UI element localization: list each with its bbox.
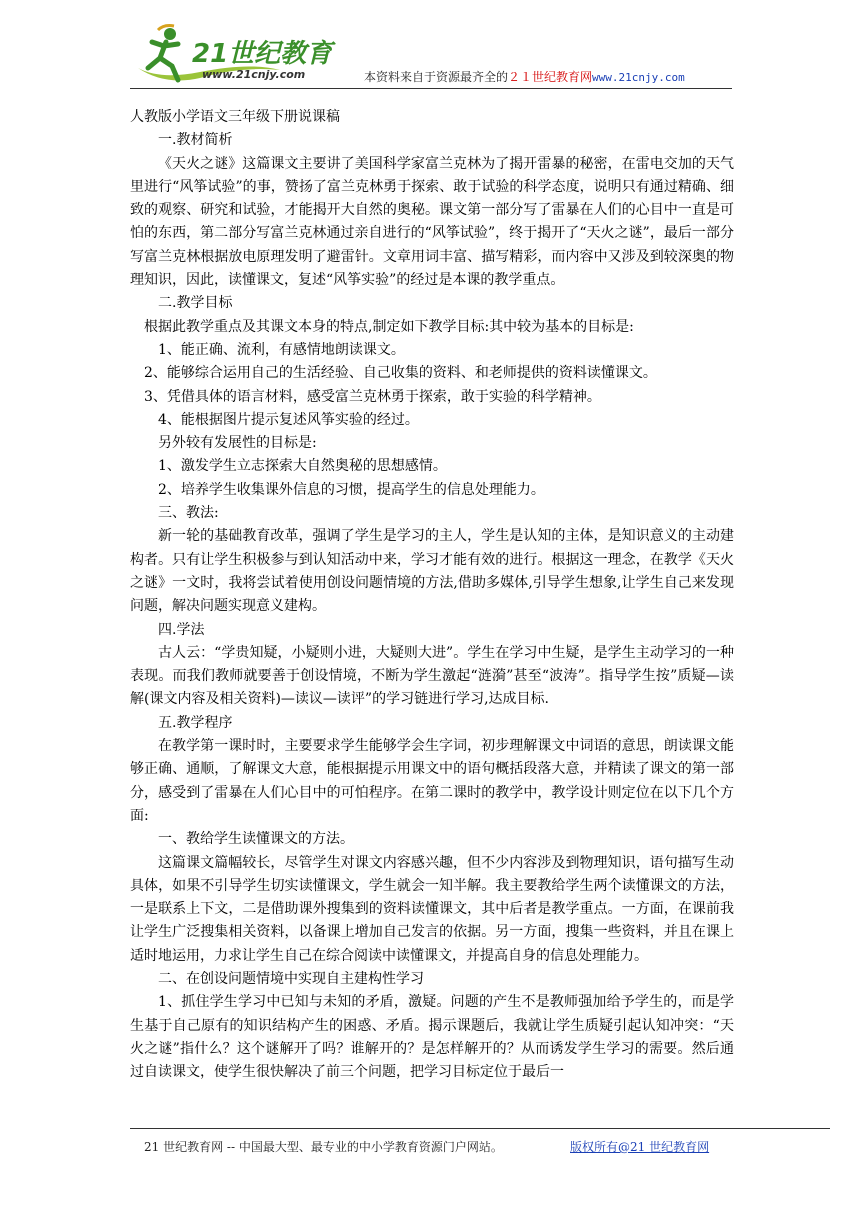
header-note-brand[interactable]: ２１世纪教育网 (508, 70, 593, 84)
paragraph: 这篇课文篇幅较长，尽管学生对课文内容感兴趣，但不少内容涉及到物理知识，语句描写生动具体，如果不引导学生切实读懂课文，学生就会一知半解。我主要教给学生两个读懂课文的方法，一是联系上下文，二是借助课外搜集到的资料读懂课文，其中后者是教学重点。一方面，在课前我让学生广泛搜集相关资料，以备课上增加自己发言的依据。另一方面，搜集一些资料，并且在课上适时地运用，力求让学生自己在综合阅读中读懂课文，并提高自身的信息处理能力。 (130, 854, 734, 964)
header-divider (130, 88, 732, 89)
section-heading: 三、教法: (158, 505, 219, 522)
svg-text:21世纪教育: 21世纪教育 (192, 39, 333, 69)
document-blocks (130, 129, 734, 1084)
list-item: 3、凭借具体的语言材料，感受富兰克林勇于探索，敢于实验的科学精神。 (144, 388, 601, 405)
site-logo (130, 22, 340, 88)
list-item: 另外较有发展性的目标是: (158, 435, 317, 452)
paragraph: 1、抓住学生学习中已知与未知的矛盾，激疑。问题的产生不是教师强加给予学生的，而是学生基于自己原有的知识结构产生的困惑、矛盾。揭示课题后，我就让学生质疑引起认知冲突：“天火之谜”指什么？这个谜解开了吗？谁解开的？是怎样解开的？从而诱发学生学习的需要。然后通过自读课文，使学生很快解决了前三个问题，把学习目标定位于最后一 (130, 994, 734, 1081)
header-note-prefix: 本资料来自于资源最齐全的 (364, 70, 509, 84)
svg-text:www.21cnjy.com: www.21cnjy.com (202, 68, 306, 81)
paragraph: 新一轮的基础教育改革，强调了学生是学习的主人，学生是认知的主体，是知识意义的主动建构者。只有让学生积极参与到认知活动中来，学习才能有效的进行。根据这一理念，在教学《天火之谜》一文时，我将尝试着使用创设问题情境的方法,借助多媒体,引导学生想象,让学生自己来发现问题，解决问题实现意义建构。 (130, 528, 734, 615)
copyright-link[interactable]: 版权所有@21 世纪教育网 (570, 1140, 710, 1154)
footer-divider (130, 1128, 830, 1129)
list-item: 4、能根据图片提示复述风筝实验的经过。 (158, 411, 419, 428)
document-body (130, 106, 734, 1084)
footer-text: 21 世纪教育网 -- 中国最大型、最专业的中小学教育资源门户网站。 (144, 1140, 503, 1154)
section-heading: 四.学法 (158, 621, 205, 638)
list-item: 2、能够综合运用自己的生活经验、自己收集的资料、和老师提供的资料读懂课文。 (144, 365, 657, 382)
page-header (130, 22, 732, 88)
document-title: 人教版小学语文三年级下册说课稿 (130, 109, 340, 125)
runner-logo-icon (130, 22, 340, 88)
page-footer (144, 1138, 710, 1155)
section-heading: 一.教材简析 (158, 132, 233, 149)
header-note-url[interactable]: www.21cnjy.com (592, 71, 685, 84)
paragraph: 古人云：“学贵知疑，小疑则小进，大疑则大进”。学生在学习中生疑，是学生主动学习的一种表现。而我们教师就要善于创设情境，不断为学生激起“涟漪”甚至“波涛”。指导学生按”质疑—读解(课文内容及相关资料)—读议—读评”的学习链进行学习,达成目标. (130, 644, 734, 708)
section-heading: 二.教学目标 (158, 295, 233, 312)
section-heading: 二、在创设问题情境中实现自主建构性学习 (158, 970, 424, 987)
section-heading: 五.教学程序 (158, 714, 233, 731)
list-item: 1、激发学生立志探索大自然奥秘的思想感情。 (158, 458, 447, 475)
header-source-note (364, 68, 685, 85)
list-item: 根据此教学重点及其课文本身的特点,制定如下教学目标:其中较为基本的目标是: (144, 318, 634, 335)
list-item: 2、培养学生收集课外信息的习惯，提高学生的信息处理能力。 (158, 481, 545, 498)
paragraph: 《天火之谜》这篇课文主要讲了美国科学家富兰克林为了揭开雷暴的秘密，在雷电交加的天气里进行“风筝试验”的事，赞扬了富兰克林勇于探索、敢于试验的科学态度，说明只有通过精确、细致的观察、研究和试验，才能揭开大自然的奥秘。课文第一部分写了雷暴在人们的心目中一直是可怕的东西，第二部分写富兰克林通过亲自进行的“风筝试验”，终于揭开了“天火之谜”，最后一部分写富兰克林根据放电原理发明了避雷针。文章用词丰富、描写精彩，而内容中又涉及到较深奥的物理知识，因此，读懂课文，复述“风筝实验”的经过是本课的教学重点。 (130, 155, 734, 289)
list-item: 1、能正确、流利，有感情地朗读课文。 (158, 341, 405, 358)
section-heading: 一、教给学生读懂课文的方法。 (158, 831, 354, 848)
paragraph: 在教学第一课时时，主要要求学生能够学会生字词，初步理解课文中词语的意思，朗读课文能够正确、通顺，了解课文大意，能根据提示用课文中的语句概括段落大意，并精读了课文的第一部分，感受到了雷暴在人们心目中的可怕程序。在第二课时的教学中，教学设计则定位在以下几个方面: (130, 738, 734, 824)
